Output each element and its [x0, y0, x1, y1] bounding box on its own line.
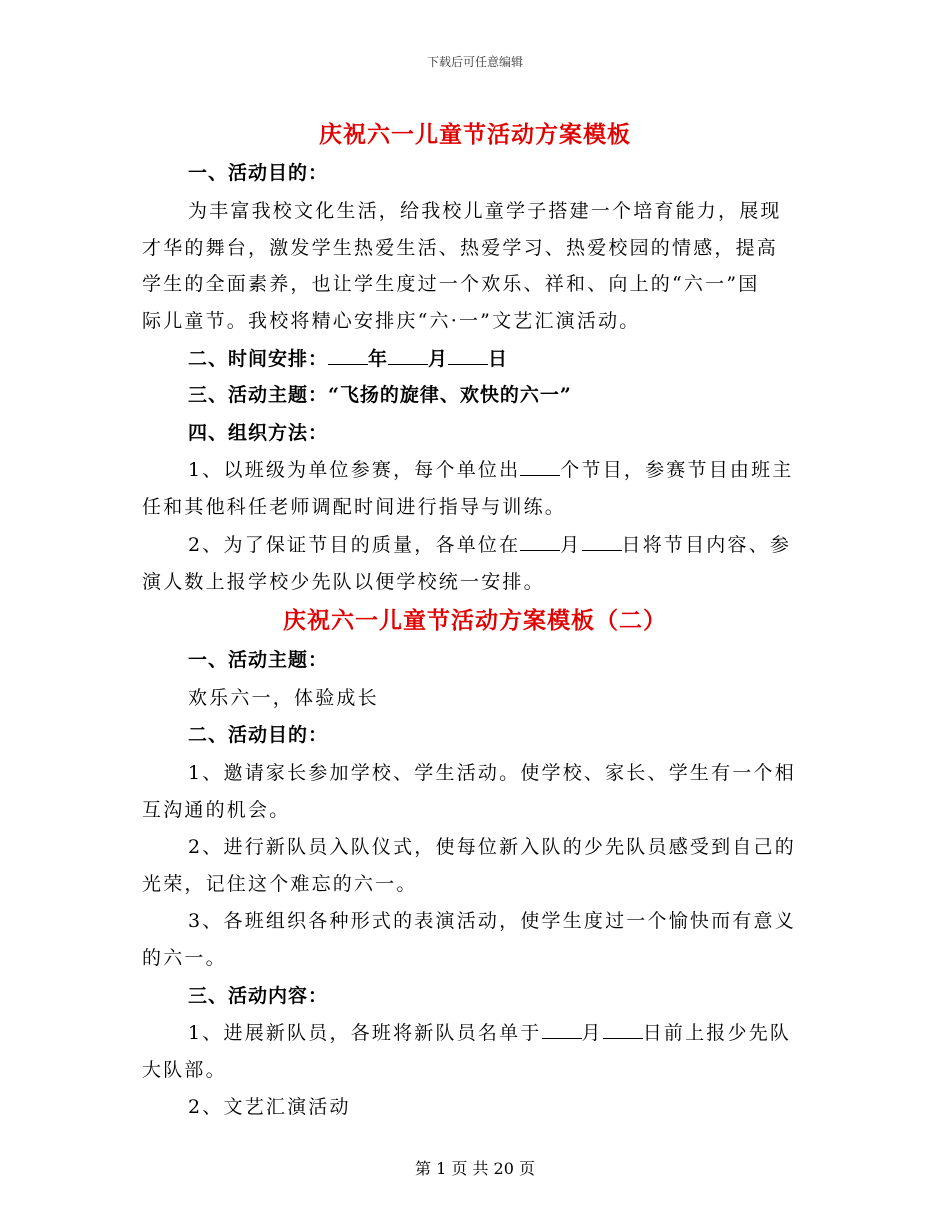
blank-line	[582, 532, 622, 551]
theme-text: 欢乐六一，体验成长	[188, 687, 379, 709]
text-segment: 1、进展新队员，各班将新队员名单于	[188, 1022, 542, 1044]
list-item-continuation: 的六一。	[142, 947, 227, 969]
list-item-continuation: 互沟通的机会。	[142, 799, 291, 821]
section2-heading-goal: 二、活动目的：	[188, 724, 329, 746]
blank-line	[603, 1020, 643, 1039]
document-title: 庆祝六一儿童节活动方案模板	[319, 121, 631, 148]
list-item: 3、各班组织各种形式的表演活动，使学生度过一个愉快而有意义	[188, 910, 796, 932]
month-label: 月	[428, 348, 449, 370]
time-label: 二、时间安排：	[188, 348, 329, 370]
paragraph-line: 为丰富我校文化生活，给我校儿童学子搭建一个培育能力，展现	[188, 200, 782, 222]
text-segment: 个节目，参赛节目由班主	[560, 459, 794, 481]
list-item: 1、邀请家长参加学校、学生活动。使学校、家长、学生有一个相	[188, 762, 796, 784]
section1-heading-method: 四、组织方法：	[188, 422, 329, 444]
list-item	[188, 455, 794, 482]
day-label: 日	[488, 348, 509, 370]
list-item-continuation: 大队部。	[142, 1059, 227, 1081]
page-number: 第 1 页 共 20 页	[415, 1159, 535, 1178]
text-segment: 月	[581, 1022, 603, 1044]
blank-line	[542, 1020, 582, 1039]
list-item-continuation: 任和其他科任老师调配时间进行指导与训练。	[142, 496, 567, 518]
text-segment: 日将节目内容、参	[621, 534, 792, 556]
section1-heading-time	[188, 344, 508, 371]
year-label: 年	[368, 348, 389, 370]
section1-heading-theme: 三、活动主题：“飞扬的旋律、欢快的六一”	[188, 384, 572, 406]
text-segment: 日前上报少先队	[642, 1022, 792, 1044]
paragraph-line: 际儿童节。我校将精心安排庆“六·一”文艺汇演活动。	[142, 310, 641, 332]
blank-line	[520, 457, 560, 476]
text-segment: 2、为了保证节目的质量，各单位在	[188, 534, 521, 556]
blank-line	[520, 532, 560, 551]
header-note: 下载后可任意编辑	[426, 55, 523, 69]
section2-heading-theme: 一、活动主题：	[188, 649, 329, 671]
blank-line	[388, 346, 428, 365]
blank-line	[448, 346, 488, 365]
paragraph-line: 学生的全面素养，也让学生度过一个欢乐、祥和、向上的“六一”国	[142, 273, 760, 295]
paragraph-line: 才华的舞台，激发学生热爱生活、热爱学习、热爱校园的情感，提高	[142, 237, 779, 259]
list-item: 2、文艺汇演活动	[188, 1096, 351, 1118]
text-segment: 1、以班级为单位参赛，每个单位出	[188, 459, 521, 481]
list-item-continuation: 演人数上报学校少先队以便学校统一安排。	[142, 571, 545, 593]
section1-heading-goal: 一、活动目的：	[188, 162, 329, 184]
list-item	[188, 1018, 791, 1045]
blank-line	[328, 346, 368, 365]
section2-heading-content: 三、活动内容：	[188, 985, 329, 1007]
section2-title: 庆祝六一儿童节活动方案模板（二）	[283, 607, 667, 634]
text-segment: 月	[560, 534, 582, 556]
list-item: 2、进行新队员入队仪式，使每位新入队的少先队员感受到自己的	[188, 836, 796, 858]
list-item-continuation: 光荣，记住这个难忘的六一。	[142, 873, 418, 895]
list-item	[188, 530, 791, 557]
